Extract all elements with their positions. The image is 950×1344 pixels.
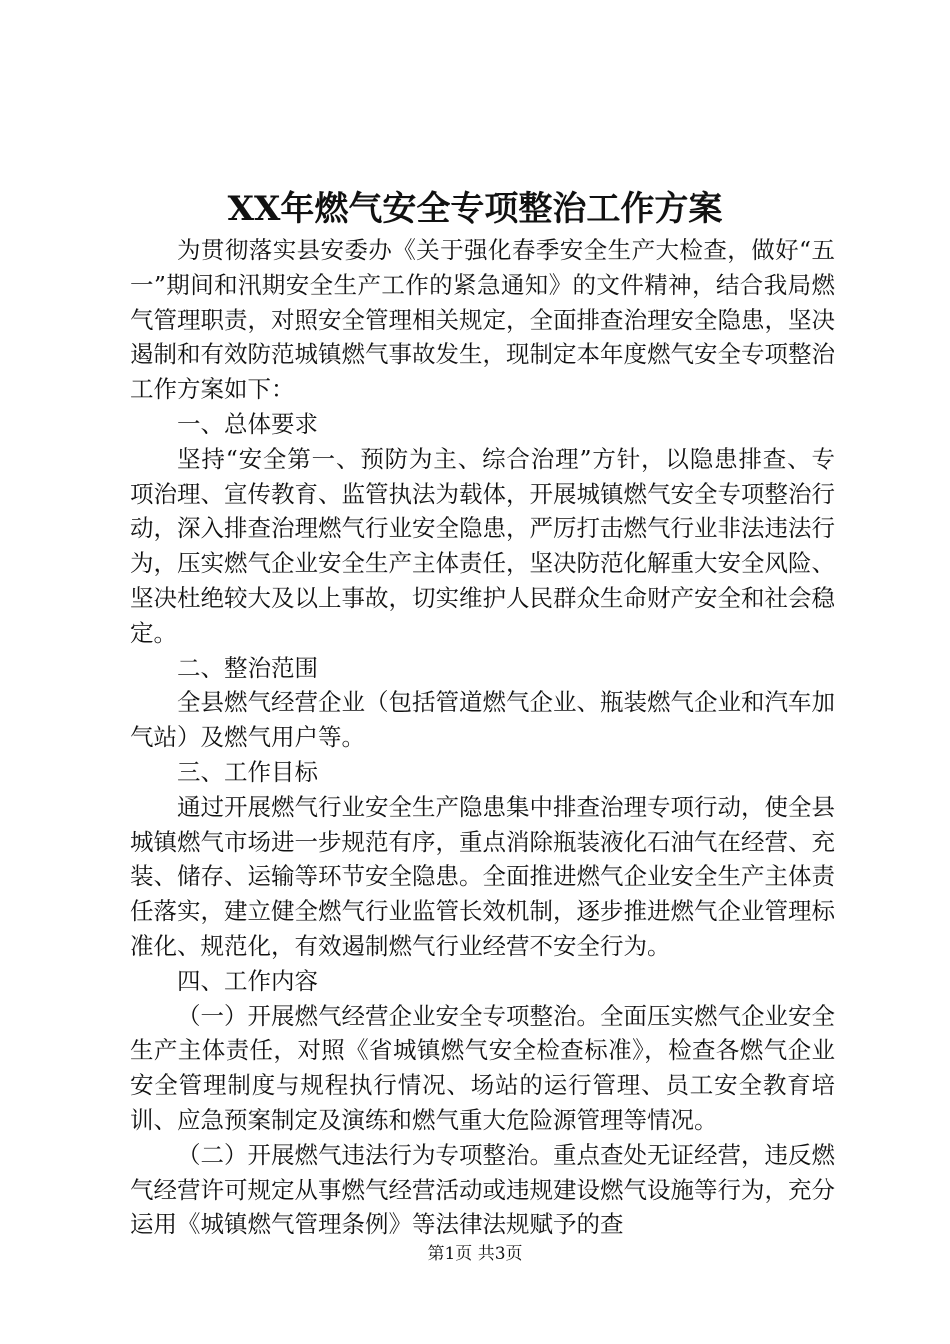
body-paragraph: （一）开展燃气经营企业安全专项整治。全面压实燃气企业安全生产主体责任，对照《省城镇燃气安全检查标准》，检查各燃气企业安全管理制度与规程执行情况、场站的运行管理、员工安全教育培训、应急预案制定及演练和燃气重大危险源管理等情况。 (130, 1001, 835, 1134)
body-paragraph: 全县燃气经营企业（包括管道燃气企业、瓶装燃气企业和汽车加气站）及燃气用户等。 (130, 688, 835, 752)
page-footer: 第1页 共3页 (427, 1244, 523, 1264)
body-paragraph: 坚持“安全第一、预防为主、综合治理”方针，以隐患排查、专项治理、宣传教育、监管执法为载体，开展城镇燃气安全专项整治行动，深入排查治理燃气行业安全隐患，严厉打击燃气行业非法违法行为，压实燃气企业安全生产主体责任，坚决防范化解重大安全风险、坚决杜绝较大及以上事故，切实维护人民群众生命财产安全和社会稳定。 (130, 444, 835, 647)
document-title: XX年燃气安全专项整治工作方案 (227, 189, 723, 229)
document-body (130, 233, 835, 1242)
body-paragraph: 通过开展燃气行业安全生产隐患集中排查治理专项行动，使全县城镇燃气市场进一步规范有序，重点消除瓶装液化石油气在经营、充装、储存、运输等环节安全隐患。全面推进燃气企业安全生产主体责任落实，建立健全燃气行业监管长效机制，逐步推进燃气企业管理标准化、规范化，有效遏制燃气行业经营不安全行为。 (130, 792, 835, 960)
intro-paragraph: 为贯彻落实县安委办《关于强化春季安全生产大检查，做好“五一”期间和汛期安全生产工作的紧急通知》的文件精神，结合我局燃气管理职责，对照安全管理相关规定，全面排查治理安全隐患，坚决遏制和有效防范城镇燃气事故发生，现制定本年度燃气安全专项整治工作方案如下： (130, 236, 835, 404)
section-heading: 四、工作内容 (177, 966, 318, 995)
section-heading: 一、总体要求 (177, 409, 318, 438)
section-heading: 二、整治范围 (177, 653, 318, 682)
section-heading: 三、工作目标 (177, 757, 318, 786)
body-paragraph: （二）开展燃气违法行为专项整治。重点查处无证经营，违反燃气经营许可规定从事燃气经营活动或违规建设燃气设施等行为，充分运用《城镇燃气管理条例》等法律法规赋予的查 (130, 1140, 835, 1239)
